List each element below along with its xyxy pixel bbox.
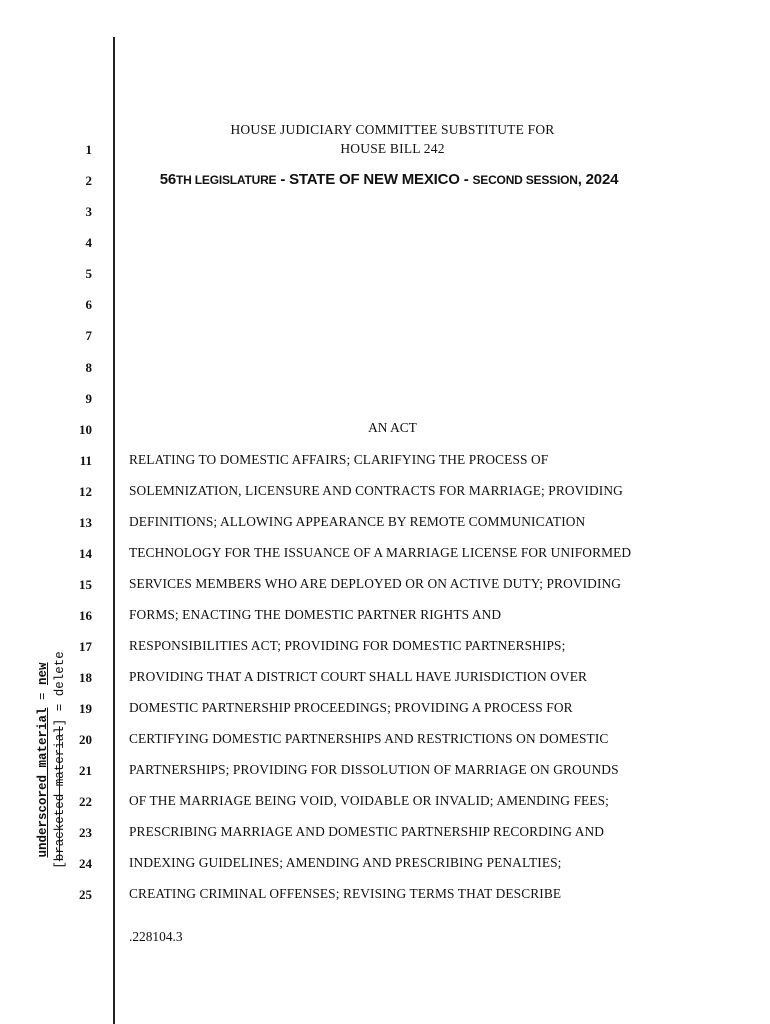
legend-underscored-line: [35, 651, 52, 869]
line-number: 7: [85, 328, 92, 343]
line-number: 5: [85, 266, 92, 281]
line-number: 1: [85, 142, 92, 157]
bill-text-line: INDEXING GUIDELINES; AMENDING AND PRESCRIBING PENALTIES;: [129, 855, 562, 870]
act-heading: AN ACT: [368, 420, 417, 435]
session-dash-2: -: [459, 171, 473, 188]
bill-text-line: SERVICES MEMBERS WHO ARE DEPLOYED OR ON ACTIVE DUTY; PROVIDING: [129, 576, 622, 591]
line-number: 4: [85, 235, 92, 250]
bill-text-line: CERTIFYING DOMESTIC PARTNERSHIPS AND RESTRICTIONS ON DOMESTIC: [129, 731, 609, 746]
bill-text-line: PARTNERSHIPS; PROVIDING FOR DISSOLUTION OF MARRIAGE ON GROUNDS: [129, 762, 619, 777]
session-th-legislature: TH LEGISLATURE: [176, 173, 277, 187]
line-number: 17: [79, 639, 92, 654]
legend-bracketed-term: bracketed material: [53, 726, 67, 862]
left-margin-rule: [113, 37, 115, 1024]
line-number: 19: [79, 701, 92, 716]
session-year: , 2024: [577, 171, 619, 188]
bill-text-line: DEFINITIONS; ALLOWING APPEARANCE BY REMOTE COMMUNICATION: [129, 514, 586, 529]
session-state: STATE OF NEW MEXICO: [289, 171, 460, 188]
line-number: 24: [79, 856, 92, 871]
line-number: 6: [85, 297, 92, 312]
line-number: 18: [79, 670, 92, 685]
session-second: SECOND SESSION: [472, 173, 578, 187]
legend-underscored-term: underscored material: [36, 707, 50, 858]
session-heading: [120, 171, 658, 188]
line-number: 12: [79, 484, 92, 499]
bill-text-line: OF THE MARRIAGE BEING VOID, VOIDABLE OR INVALID; AMENDING FEES;: [129, 793, 609, 808]
bill-text-line: FORMS; ENACTING THE DOMESTIC PARTNER RIGHTS AND: [129, 607, 502, 622]
session-dash-1: -: [276, 171, 290, 188]
line-number: 9: [85, 391, 92, 406]
bill-title-line1: HOUSE JUDICIARY COMMITTEE SUBSTITUTE FOR: [230, 122, 555, 137]
bill-text-line: TECHNOLOGY FOR THE ISSUANCE OF A MARRIAGE LICENSE FOR UNIFORMED: [129, 545, 632, 560]
line-number: 3: [85, 204, 92, 219]
line-number: 8: [85, 360, 92, 375]
line-number: 22: [79, 794, 92, 809]
line-number: 23: [79, 825, 92, 840]
bill-text-line: PRESCRIBING MARRIAGE AND DOMESTIC PARTNERSHIP RECORDING AND: [129, 824, 605, 839]
legend-bracketed-line: [52, 651, 69, 869]
legend-underscored-eq: =: [36, 684, 50, 708]
bill-title-line2: HOUSE BILL 242: [340, 141, 445, 156]
bill-text-line: RESPONSIBILITIES ACT; PROVIDING FOR DOMESTIC PARTNERSHIPS;: [129, 638, 566, 653]
line-number: 11: [79, 453, 92, 468]
legend-bracketed-eq: = delete: [53, 651, 67, 719]
document-code: .228104.3: [129, 929, 183, 944]
line-number: 13: [79, 515, 92, 530]
line-number: 15: [79, 577, 92, 592]
bill-text-line: PROVIDING THAT A DISTRICT COURT SHALL HAVE JURISDICTION OVER: [129, 669, 588, 684]
line-number: 25: [79, 887, 92, 902]
legend-bracket-open: [: [53, 861, 67, 869]
bill-text-line: SOLEMNIZATION, LICENSURE AND CONTRACTS FOR MARRIAGE; PROVIDING: [129, 483, 623, 498]
line-number: 21: [79, 763, 92, 778]
bill-text-line: DOMESTIC PARTNERSHIP PROCEEDINGS; PROVIDING A PROCESS FOR: [129, 700, 573, 715]
line-number: 10: [79, 422, 92, 437]
line-number: 14: [79, 546, 92, 561]
bill-text-line: CREATING CRIMINAL OFFENSES; REVISING TERMS THAT DESCRIBE: [129, 886, 562, 901]
line-number: 2: [85, 173, 92, 188]
legend-bracket-close: ]: [53, 718, 67, 727]
line-number: 20: [79, 732, 92, 747]
line-number: 16: [79, 608, 92, 623]
legend-underscored-result: new: [36, 662, 50, 685]
bill-text-line: RELATING TO DOMESTIC AFFAIRS; CLARIFYING THE PROCESS OF: [129, 452, 549, 467]
session-number: 56: [159, 171, 177, 188]
